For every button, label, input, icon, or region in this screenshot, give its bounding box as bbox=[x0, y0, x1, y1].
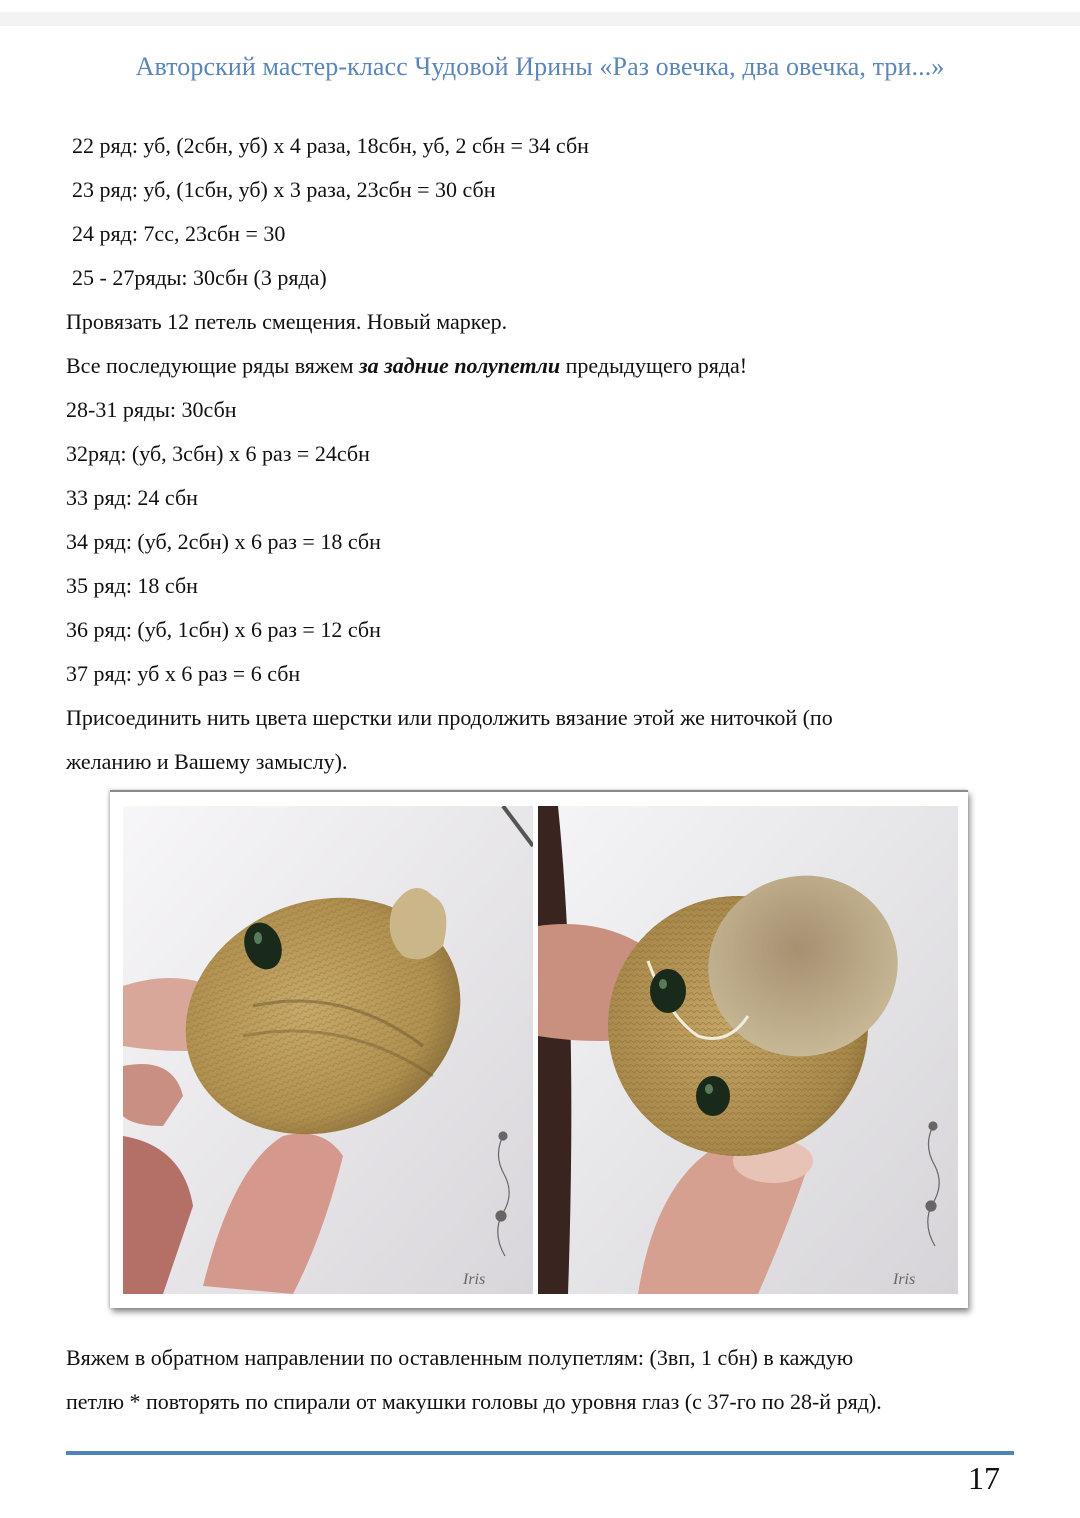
instructions-block bbox=[66, 124, 1026, 784]
reverse-line: петлю * повторять по спирали от макушки головы до уровня глаз (с 37-го по 28-й ряд). bbox=[66, 1389, 882, 1414]
reverse-line: Вяжем в обратном направлении по оставленным полупетлям: (3вп, 1 сбн) в каждую bbox=[66, 1345, 854, 1370]
join-note-line: Присоединить нить цвета шерстки или продолжить вязание этой же ниточкой (по bbox=[66, 705, 833, 730]
row-instruction: 37 ряд: уб х 6 раз = 6 сбн bbox=[66, 661, 301, 686]
row-instruction: 36 ряд: (уб, 1сбн) х 6 раз = 12 сбн bbox=[66, 617, 381, 642]
top-band bbox=[0, 12, 1080, 26]
row-instruction: 34 ряд: (уб, 2сбн) х 6 раз = 18 сбн bbox=[66, 529, 381, 554]
back-loops-note-after: предыдущего ряда! bbox=[560, 353, 748, 378]
row-instruction: 23 ряд: уб, (1сбн, уб) х 3 раза, 23сбн = 30 сбн bbox=[72, 177, 496, 202]
watermark-text: Iris bbox=[463, 1271, 486, 1288]
reverse-direction-instructions bbox=[66, 1336, 1026, 1424]
row-instruction: 35 ряд: 18 сбн bbox=[66, 573, 198, 598]
page-number: 17 bbox=[968, 1460, 1000, 1496]
join-note-line: желанию и Вашему замыслу). bbox=[66, 749, 348, 774]
photo-left bbox=[123, 806, 533, 1294]
row-instruction: 24 ряд: 7сс, 23сбн = 30 bbox=[72, 221, 286, 246]
photo-right bbox=[538, 806, 958, 1294]
row-instruction: 28-31 ряды: 30сбн bbox=[66, 397, 237, 422]
back-loops-note bbox=[66, 344, 1026, 388]
row-instruction: 32ряд: (уб, 3сбн) х 6 раз = 24сбн bbox=[66, 441, 370, 466]
back-loops-emphasis: за задние полупетли bbox=[359, 353, 561, 378]
row-instruction: 33 ряд: 24 сбн bbox=[66, 485, 198, 510]
back-loops-note-before: Все последующие ряды вяжем bbox=[66, 353, 360, 378]
photo-right-illustration bbox=[538, 806, 958, 1294]
photo-left-illustration bbox=[123, 806, 533, 1294]
footer-rule bbox=[66, 1451, 1014, 1455]
row-instruction: 22 ряд: уб, (2сбн, уб) х 4 раза, 18сбн, уб, 2 сбн = 34 сбн bbox=[72, 133, 589, 158]
shift-note: Провязать 12 петель смещения. Новый маркер. bbox=[66, 309, 508, 334]
watermark-text: Iris bbox=[893, 1271, 916, 1288]
photo-collage bbox=[110, 790, 968, 1308]
page-header-title: Авторский мастер-класс Чудовой Ирины «Раз овечка, два овечка, три...» bbox=[135, 52, 945, 81]
row-instruction: 25 - 27ряды: 30сбн (3 ряда) bbox=[72, 265, 327, 290]
